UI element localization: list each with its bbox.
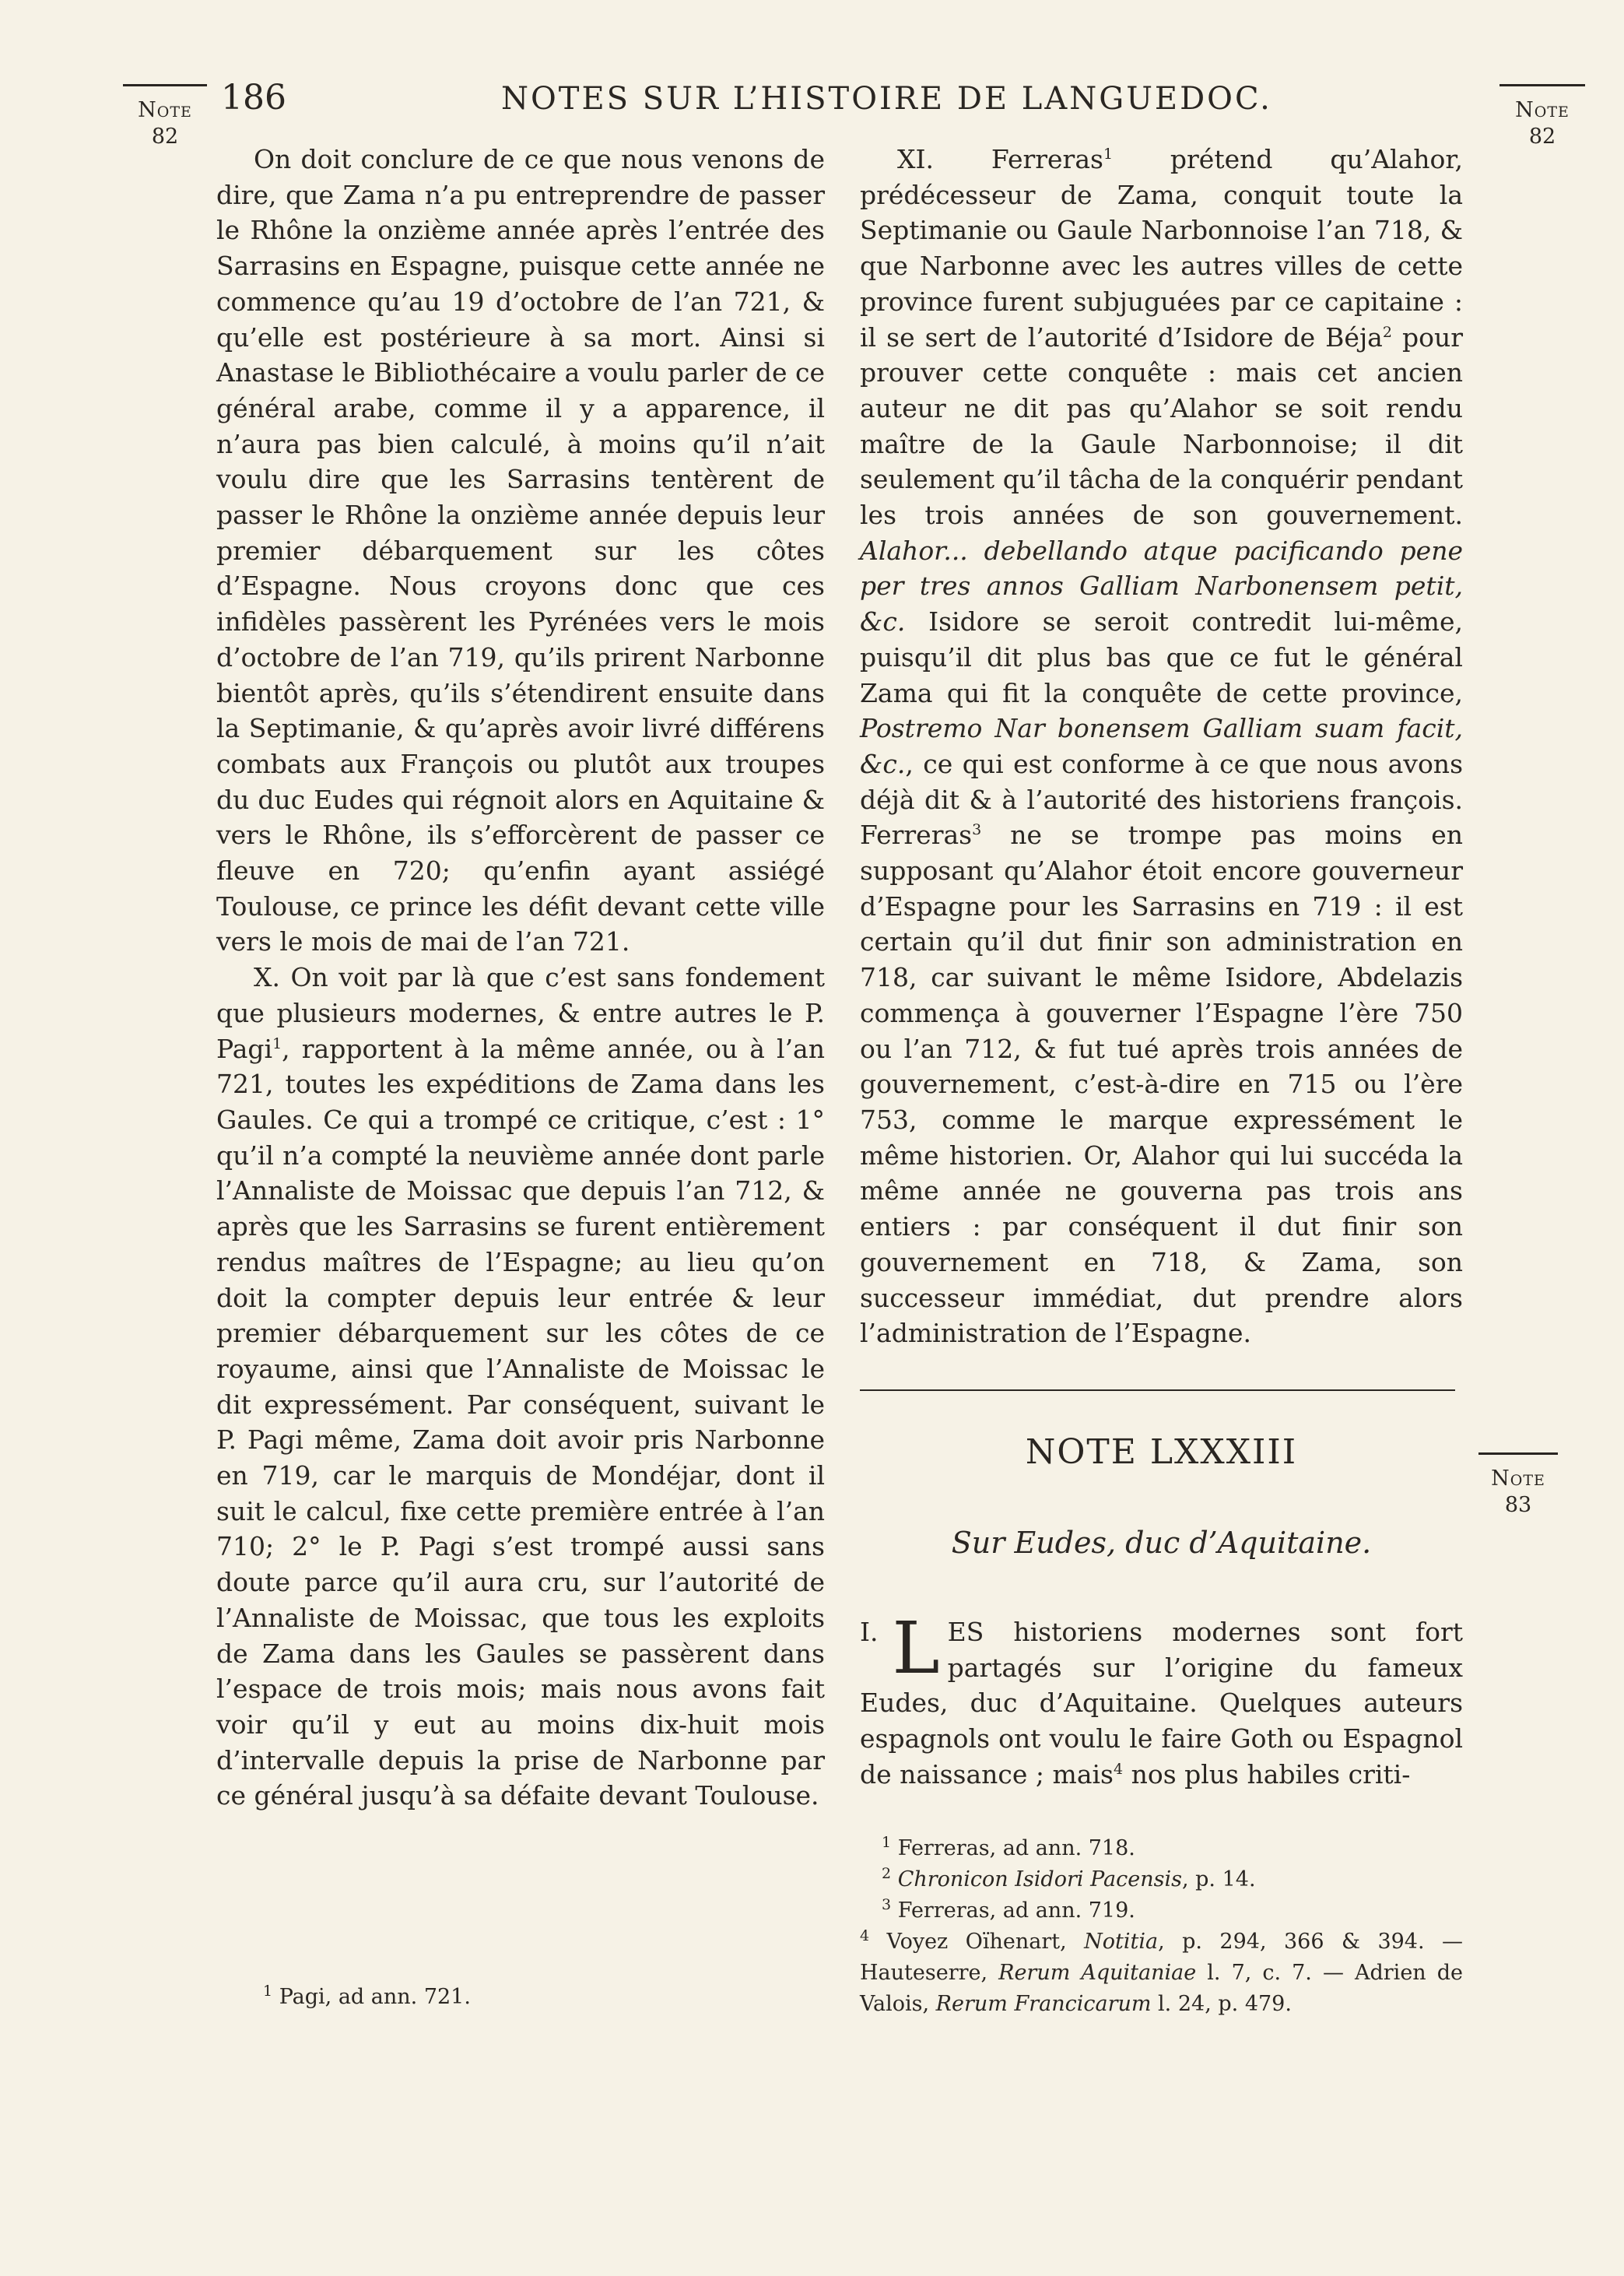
footnote-text: Ferreras, ad ann. 718.: [897, 1836, 1135, 1860]
margin-note-label: Note: [1515, 98, 1570, 122]
footnote-text: l. 7, c. 7. — Adrien de Valois,: [860, 1961, 1463, 2016]
note-heading: NOTE LXXXIII: [1025, 1432, 1298, 1472]
footnote-text: Pagi, ad ann. 721.: [279, 1985, 471, 2009]
section-numeral: I.: [860, 1617, 879, 1647]
running-header: [221, 78, 1544, 125]
footnote: [860, 1833, 1463, 1864]
footnote-ref: 4: [1114, 1760, 1124, 1778]
paragraph-x: [216, 960, 825, 1814]
footnote-italic: Chronicon Isidori Pacensis: [897, 1867, 1182, 1891]
margin-rule: [123, 84, 207, 86]
left-column: [216, 142, 825, 1814]
right-column: [860, 142, 1463, 1351]
paragraph: On doit conclure de ce que nous venons de dire, que Zama n’a pu entreprendre de passer le Rhône la onzième année après l’entrée des Sarrasins en Espagne, puisque cette année ne commence qu’au 19 d’octobre de l’an 721, & qu’elle est postérieure à sa mort. Ainsi si Anastase le Bibliothécaire a voulu parler de ce général arabe, comme il y a apparence, il n’aura pas bien calculé, à moins qu’il n’ait voulu dire que les Sarrasins tentèrent de passer le Rhône la onzième année depuis leur premier débarquement sur les côtes d’Espagne. Nous croyons donc que ces infidèles passèrent les Pyrénées vers le mois d’octobre de l’an 719, qu’ils prirent Narbonne bientôt après, qu’ils s’étendirent ensuite dans la Septimanie, & qu’après avoir livré différens combats aux François ou plutôt aux troupes du duc Eudes qui régnoit alors en Aquitaine & vers le Rhône, ils s’efforcèrent de passer ce fleuve en 720; qu’enfin ayant assiégé Toulouse, ce prince les défit devant cette ville vers le mois de mai de l’an 721.: [216, 144, 825, 957]
margin-rule: [1478, 1452, 1558, 1455]
running-title: NOTES SUR L’HISTOIRE DE LANGUEDOC.: [501, 81, 1272, 117]
footnote: [860, 1895, 1463, 1927]
margin-note-right-mid: [1478, 1452, 1558, 1519]
note-subtitle: Sur Eudes, duc d’Aquitaine.: [951, 1526, 1372, 1560]
footnote-italic: Rerum Aquitaniae: [998, 1961, 1197, 1985]
latin-quote: Alahor... debellando atque pacificando pene per tres annos Galliam Narbonensem petit, &c.: [860, 535, 1463, 637]
footnote-text: l. 24, p. 479.: [1151, 1992, 1292, 2016]
text-span: X. On voit par là que c’est sans fondement que plusieurs modernes, & entre autres le P. Pagi: [216, 962, 825, 1064]
footnote-text: Voyez Oïhenart,: [886, 1930, 1085, 1954]
text-span: nos plus habiles criti-: [1123, 1758, 1411, 1790]
footnote-number: 1: [882, 1834, 892, 1851]
text-span: pour prouver cette conquête : mais cet ancien auteur ne dit pas qu’Alahor se soit rendu maître de la Gaule Narbonnoise; il dit seulement qu’il tâcha de la conquérir pendant les trois années de son gouvernement.: [860, 321, 1463, 531]
text-span: ES historiens modernes sont fort partagés sur l’origine du fameux Eudes, duc d’Aquitaine. Quelques auteurs espagnols ont voulu le faire Goth ou Espagnol de naissance ; mais: [860, 1617, 1463, 1790]
footnote-italic: Rerum Francicarum: [935, 1992, 1152, 2016]
footnote-number: 3: [882, 1896, 892, 1913]
footnote-text: , p. 294, 366 & 394. — Hauteserre,: [860, 1930, 1463, 1985]
margin-note-number: 82: [151, 125, 179, 149]
footnotes-left: [241, 1982, 786, 2013]
text-span: Isidore se seroit contredit lui-même, puisqu’il dit plus bas que ce fut le général Zama qui fit la conquête de cette province,: [860, 606, 1463, 708]
footnote-text: , p. 14.: [1181, 1867, 1256, 1891]
footnote-text: Ferreras, ad ann. 719.: [897, 1898, 1135, 1923]
footnote-ref: 1: [272, 1034, 282, 1052]
text-span: ne se trompe pas moins en supposant qu’Alahor étoit encore gouverneur d’Espagne pour les Sarrasins en 719 : il est certain qu’il dut finir son administration en 718, car suivant le même Isidore, Abdelazis commença à gouverner l’Espagne l’ère 750 ou l’an 712, & fut tué après trois années de gouvernement, c’est-à-dire en 715 ou l’ère 753, comme le marque expressément le même historien. Or, Alahor qui lui succéda la même année ne gouverna pas trois ans entiers : par conséquent il dut finir son gouvernement en 718, & Zama, son successeur immédiat, dut prendre alors l’administration de l’Espagne.: [860, 820, 1463, 1349]
margin-note-number: 83: [1504, 1493, 1532, 1517]
text-span: , ce qui est conforme à ce que nous avons déjà dit & à l’autorité des historiens françois. Ferreras: [860, 748, 1463, 851]
margin-note-left: [123, 84, 207, 150]
note-lxxxiii-body: [860, 1607, 1463, 1793]
text-span: XI. Ferreras: [897, 144, 1103, 174]
text-span: prétend qu’Alahor, prédécesseur de Zama, conquit toute la Septimanie ou Gaule Narbonnoise l’an 718, & que Narbonne avec les autres villes de cette province furent subjuguées par ce capitaine : il se sert de l’autorité d’Isidore de Béja: [860, 144, 1464, 353]
drop-cap: L: [892, 1607, 940, 1690]
footnote-number: 1: [263, 1983, 273, 2000]
margin-note-label: Note: [1491, 1466, 1545, 1491]
footnote-number: 2: [882, 1865, 892, 1882]
footnote-ref: 1: [1103, 146, 1114, 163]
latin-quote: Postremo Nar bonensem Galliam suam facit, &c.: [860, 713, 1463, 779]
section-separator: [860, 1389, 1455, 1391]
text-span: , rapportent à la même année, ou à l’an 721, toutes les expéditions de Zama dans les Gaules. Ce qui a trompé ce critique, c’est : 1° qu’il n’a compté la neuvième année dont parle l’Annaliste de Moissac que depuis l’an 712, & après que les Sarrasins se furent entièrement rendus maîtres de l’Espagne; au lieu qu’on doit la compter depuis leur entrée & leur premier débarquement sur les côtes de ce royaume, ainsi que l’Annaliste de Moissac le dit expressément. Par conséquent, suivant le P. Pagi même, Zama doit avoir pris Narbonne en 719, car le marquis de Mondéjar, dont il suit le calcul, fixe cette première entrée à l’an 710; 2° le P. Pagi s’est trompé aussi sans doute parce qu’il aura cru, sur l’autorité de l’Annaliste de Moissac, que tous les exploits de Zama dans les Gaules se passèrent dans l’espace de trois mois; mais nous avons fait voir qu’il y eut au moins dix-huit mois d’intervalle depuis la prise de Narbonne par ce général jusqu’à sa défaite devant Toulouse.: [216, 1033, 825, 1811]
margin-note-number: 82: [1528, 125, 1556, 149]
paragraph-i: [860, 1607, 1463, 1793]
footnote-ref: 2: [1382, 323, 1392, 341]
footnote: [860, 1927, 1463, 2020]
footnote: [860, 1864, 1463, 1895]
footnote: [241, 1982, 786, 2013]
footnotes-right: [860, 1833, 1463, 2020]
footnote-ref: 3: [972, 821, 982, 839]
margin-note-label: Note: [138, 98, 192, 122]
footnote-italic: Notitia: [1084, 1930, 1159, 1954]
page-number: 186: [221, 78, 286, 118]
paragraph-xi: [860, 142, 1463, 1351]
footnote-number: 4: [860, 1927, 870, 1944]
